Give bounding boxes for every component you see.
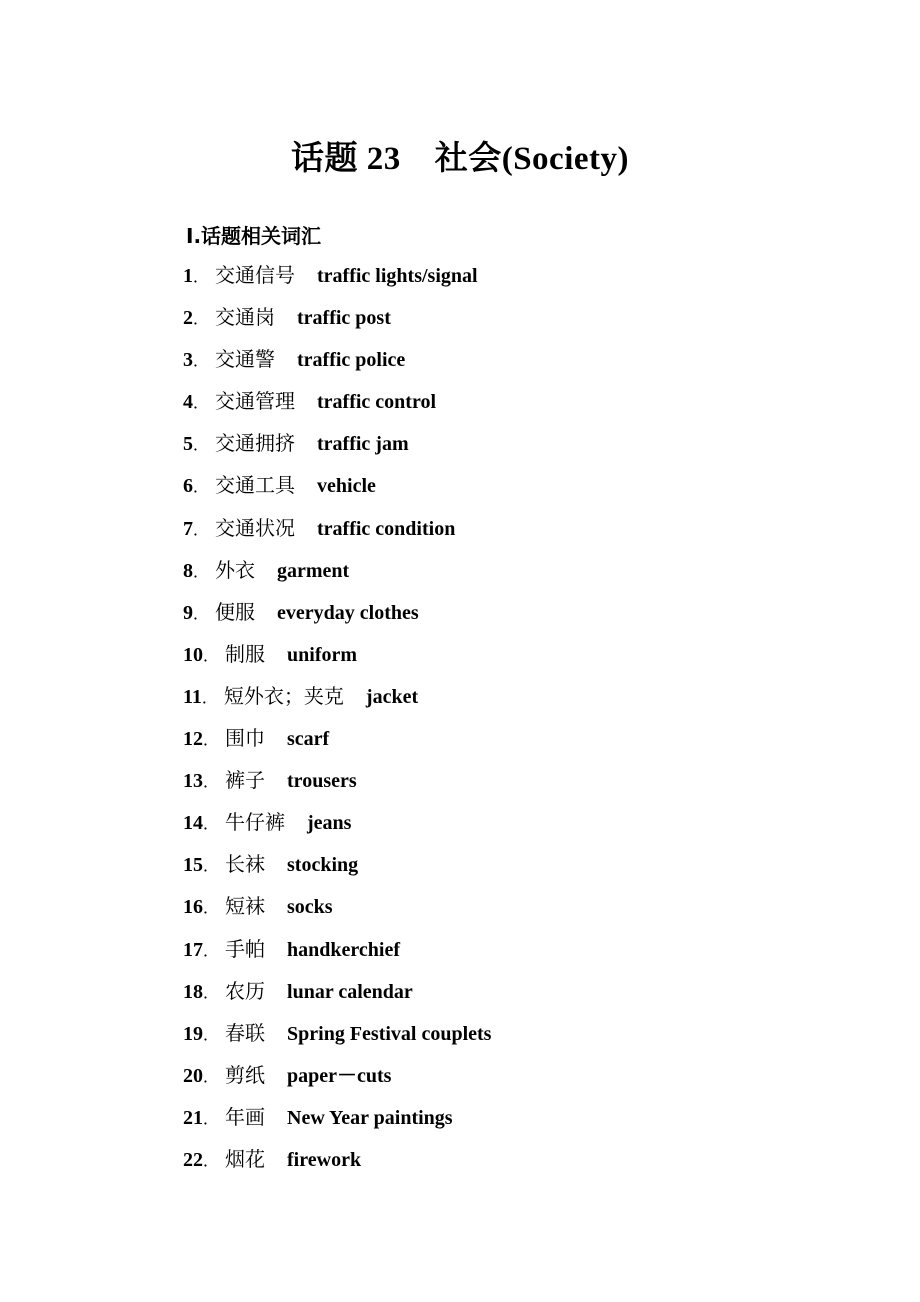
item-english: jeans [307,812,352,835]
item-english: jacket [365,685,419,708]
item-number: 6 [183,475,193,498]
item-separator: ． [203,856,220,876]
item-chinese: 交通管理 [215,389,296,414]
title-topic-number: 话题 23 [290,141,401,177]
item-chinese: 手帕 [225,936,266,961]
item-number: 3 [183,349,193,372]
vocabulary-item [183,515,491,557]
item-chinese: 烟花 [225,1146,266,1171]
item-number: 4 [183,391,193,414]
item-english: traffic lights/signal [317,265,478,287]
item-english: lunar calendar [287,980,413,1003]
item-english: scarf [287,728,330,751]
item-separator: ． [193,519,210,539]
item-number: 17 [183,938,203,961]
page-title [0,132,920,179]
item-separator: ． [203,1150,220,1170]
item-number: 20 [183,1064,203,1087]
item-english: socks [287,896,333,919]
item-number: 8 [183,559,193,582]
item-chinese: 牛仔裤 [225,810,286,835]
item-english: traffic condition [317,517,456,540]
vocabulary-item [183,1146,491,1188]
item-separator: ． [193,351,210,371]
item-separator: ． [203,772,220,792]
vocabulary-item [183,262,491,304]
item-chinese: 剪纸 [225,1062,266,1087]
vocabulary-item [183,978,491,1020]
vocabulary-item [183,683,491,725]
item-separator: ． [193,267,210,286]
item-chinese: 农历 [225,978,266,1003]
item-english: garment [277,559,350,582]
vocabulary-item [183,388,491,430]
vocabulary-item [183,472,491,514]
item-separator: ． [193,309,210,329]
item-chinese: 年画 [225,1104,266,1129]
item-number: 9 [183,601,193,624]
item-separator: ． [203,1108,220,1128]
vocabulary-item [183,725,491,767]
item-chinese: 短外衣；夹克 [223,683,344,708]
item-number: 21 [183,1106,203,1129]
item-number: 15 [183,854,203,877]
item-english: vehicle [317,475,376,498]
item-english: stocking [287,854,359,877]
item-number: 14 [183,812,203,835]
item-chinese: 交通状况 [215,515,296,540]
item-number: 7 [183,517,193,540]
item-english: trousers [287,770,357,793]
item-chinese: 制服 [225,641,266,666]
vocabulary-item [183,936,491,978]
item-separator: ． [203,982,220,1002]
item-chinese: 交通工具 [215,473,296,498]
vocabulary-item [183,599,491,641]
vocabulary-item [183,1020,491,1062]
vocabulary-item [183,851,491,893]
item-english: paper－cuts [287,1064,392,1087]
vocabulary-item [183,304,491,346]
item-chinese: 裤子 [225,768,266,793]
item-chinese: 交通岗 [215,305,276,330]
vocabulary-list [183,262,491,1188]
item-separator: ． [203,1066,220,1086]
item-english: uniform [287,643,358,666]
item-chinese: 围巾 [225,726,266,751]
vocabulary-item [183,557,491,599]
vocabulary-item [183,893,491,935]
item-number: 11 [183,685,202,708]
item-number: 2 [183,307,193,330]
item-chinese: 外衣 [215,557,256,582]
vocabulary-item [183,767,491,809]
item-number: 1 [183,265,193,287]
item-english: firework [287,1148,362,1171]
item-english: everyday clothes [277,601,419,624]
item-separator: ． [203,730,220,750]
item-number: 16 [183,896,203,919]
item-separator: ． [203,1024,220,1044]
item-chinese: 短袜 [225,894,266,919]
title-topic-name: 社会(Society) [434,141,630,177]
item-separator: ． [203,645,220,665]
vocabulary-item [183,809,491,851]
item-chinese: 交通信号 [215,263,296,287]
item-separator: ． [203,898,220,918]
item-separator: ． [203,940,220,960]
item-number: 13 [183,770,203,793]
item-english: traffic jam [317,433,409,456]
item-separator: ． [203,814,220,834]
item-separator: ． [193,561,210,581]
vocabulary-item [183,1104,491,1146]
item-english: New Year paintings [287,1106,453,1129]
item-chinese: 春联 [225,1020,266,1045]
item-chinese: 便服 [215,599,256,624]
item-separator: ． [193,435,210,455]
item-chinese: 长袜 [225,852,266,877]
item-english: traffic control [317,391,437,414]
item-chinese: 交通拥挤 [215,431,296,456]
item-number: 12 [183,728,203,751]
item-number: 18 [183,980,203,1003]
item-chinese: 交通警 [215,347,276,372]
section-heading: Ⅰ.话题相关词汇 [186,224,322,248]
item-separator: ． [193,603,210,623]
item-english: Spring Festival couplets [287,1022,492,1045]
vocabulary-item [183,1062,491,1104]
item-english: handkerchief [287,938,400,961]
item-number: 22 [183,1148,203,1171]
item-number: 10 [183,643,203,666]
item-number: 5 [183,433,193,456]
vocabulary-item [183,346,491,388]
vocabulary-item [183,430,491,472]
item-separator: ． [193,477,210,497]
item-english: traffic police [297,349,406,372]
item-english: traffic post [297,307,391,330]
item-separator: ． [193,393,210,413]
item-separator: ． [201,687,218,707]
item-number: 19 [183,1022,203,1045]
vocabulary-item [183,641,491,683]
